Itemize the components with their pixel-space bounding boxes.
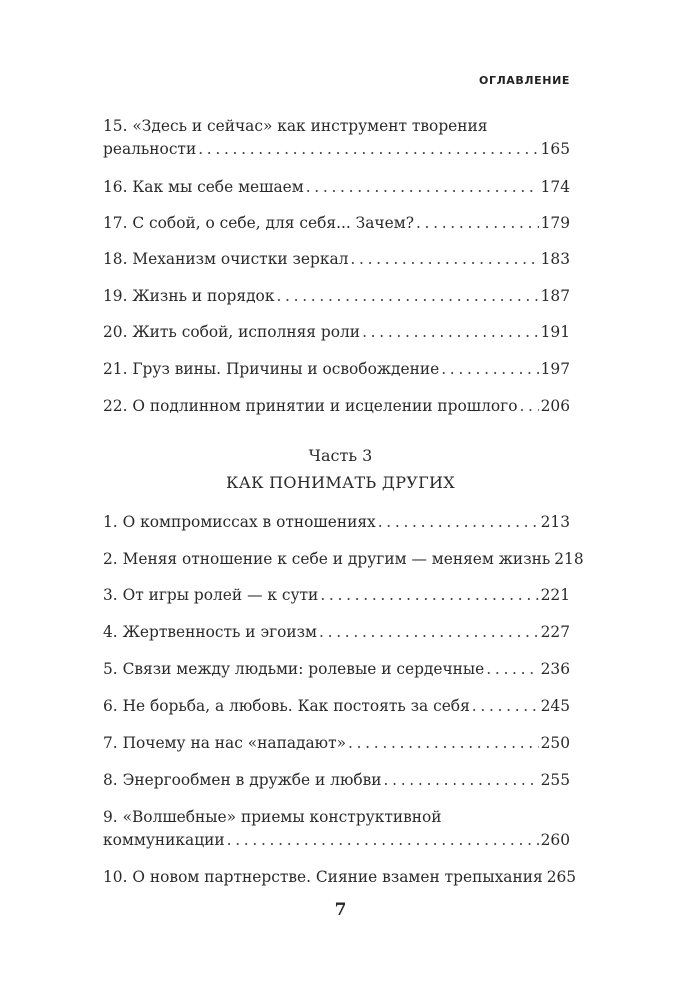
dot-leader	[486, 658, 538, 681]
toc-entry-line	[103, 732, 570, 755]
toc-entry-title: 10. О новом партнерстве. Сияние взамен трепыхания	[103, 868, 543, 886]
toc-entry-line	[103, 115, 570, 138]
toc-entry-page: 265	[546, 868, 577, 886]
dot-leader	[198, 138, 538, 161]
toc-entry-line	[103, 695, 570, 718]
toc-entry-title: реальности	[103, 140, 197, 158]
toc-entry-page: 227	[540, 623, 570, 641]
toc-entry-page: 245	[540, 697, 570, 715]
dot-leader	[306, 176, 539, 199]
toc-entry-line	[103, 248, 570, 271]
toc-entry-page: 179	[540, 214, 570, 232]
toc-entry-title: 5. Связи между людьми: ролевые и сердечные	[103, 660, 485, 678]
dot-leader	[276, 285, 538, 308]
dot-leader	[441, 358, 538, 381]
toc-entry-title: 17. С собой, о себе, для себя... Зачем?	[103, 214, 414, 232]
toc-entry-page: 191	[540, 323, 570, 341]
toc-entry-title: 19. Жизнь и порядок	[103, 287, 275, 305]
toc-entry-page: 187	[540, 287, 570, 305]
toc-entry-line	[103, 769, 570, 792]
toc-entry-line	[103, 548, 584, 571]
toc-entry-page: 197	[540, 360, 570, 378]
toc-entry-line	[103, 285, 570, 308]
toc-entry-title: коммуникации	[103, 831, 225, 849]
toc-entry-page: 221	[540, 586, 570, 604]
toc-entry-page: 255	[540, 771, 570, 789]
toc-entry-line	[103, 584, 570, 607]
toc-entry	[103, 658, 570, 681]
toc-entry	[103, 548, 584, 571]
toc-entry-title: 8. Энергообмен в дружбе и любви	[103, 771, 382, 789]
toc-entry	[103, 806, 570, 852]
toc-entry	[103, 621, 570, 644]
toc-entry-line	[103, 829, 570, 852]
toc-entry	[103, 769, 570, 792]
toc-entry-title: 9. «Волшебные» приемы конструктивной	[103, 808, 442, 826]
toc-entry-line	[103, 176, 570, 199]
toc-entry-page: 174	[540, 178, 570, 196]
toc-entry-title: 16. Как мы себе мешаем	[103, 178, 304, 196]
toc-entry	[103, 321, 570, 344]
dot-leader	[378, 511, 539, 534]
toc-entry-line	[103, 358, 570, 381]
toc-entry-page: 206	[540, 397, 570, 415]
toc-entry-line	[103, 321, 570, 344]
toc-entry	[103, 866, 577, 889]
toc-entry	[103, 176, 570, 199]
part-label: Часть 3	[308, 446, 373, 465]
toc-entry	[103, 285, 570, 308]
toc-entry-page: 165	[540, 140, 570, 158]
toc-entry-page: 183	[540, 250, 570, 268]
toc-entry	[103, 212, 570, 235]
toc-entry-line	[103, 621, 570, 644]
part-title: КАК ПОНИМАТЬ ДРУГИХ	[226, 473, 455, 492]
toc-entry	[103, 732, 570, 755]
dot-leader	[350, 248, 538, 271]
toc-entry-line	[103, 658, 570, 681]
toc-entry-title: 2. Меняя отношение к себе и другим — меняем жизнь	[103, 550, 551, 568]
dot-leader	[416, 212, 539, 235]
toc-entry-title: 22. О подлинном принятии и исцелении прошлого	[103, 397, 518, 415]
dot-leader	[519, 395, 538, 418]
toc-entry-title: 21. Груз вины. Причины и освобождение	[103, 360, 440, 378]
dot-leader	[319, 621, 539, 644]
toc-entry-title: 20. Жить собой, исполняя роли	[103, 323, 361, 341]
toc-entry	[103, 511, 570, 534]
dot-leader	[362, 321, 539, 344]
toc-entry	[103, 395, 570, 418]
page-number: 7	[334, 900, 347, 920]
dot-leader	[320, 584, 538, 607]
toc-entry-page: 250	[540, 734, 570, 752]
toc-entry-line	[103, 806, 570, 829]
toc-entry-page: 213	[540, 513, 570, 531]
toc-entry-line	[103, 138, 570, 161]
toc-entry-line	[103, 866, 577, 889]
toc-entry-line	[103, 212, 570, 235]
toc-entry-title: 18. Механизм очистки зеркал	[103, 250, 349, 268]
toc-entry-title: 1. О компромиссах в отношениях	[103, 513, 376, 531]
toc-entry-page: 260	[540, 831, 570, 849]
toc-entry-title: 4. Жертвенность и эгоизм	[103, 623, 318, 641]
toc-entry	[103, 248, 570, 271]
toc-entry	[103, 584, 570, 607]
toc-entry-title: 7. Почему на нас «нападают»	[103, 734, 347, 752]
toc-entry	[103, 115, 570, 161]
toc-entry	[103, 358, 570, 381]
toc-entry-title: 6. Не борьба, а любовь. Как постоять за себя	[103, 697, 470, 715]
dot-leader	[348, 732, 539, 755]
toc-entry-line	[103, 511, 570, 534]
toc-entry-page: 236	[540, 660, 570, 678]
toc-entry	[103, 695, 570, 718]
dot-leader	[384, 769, 539, 792]
toc-entry-title: 3. От игры ролей — к сути	[103, 586, 319, 604]
dot-leader	[227, 829, 539, 852]
running-head: ОГЛАВЛЕНИЕ	[479, 74, 570, 87]
dot-leader	[472, 695, 539, 718]
toc-entry-line	[103, 395, 570, 418]
toc-entry-title: 15. «Здесь и сейчас» как инструмент творения	[103, 117, 488, 135]
toc-entry-page: 218	[554, 550, 584, 568]
